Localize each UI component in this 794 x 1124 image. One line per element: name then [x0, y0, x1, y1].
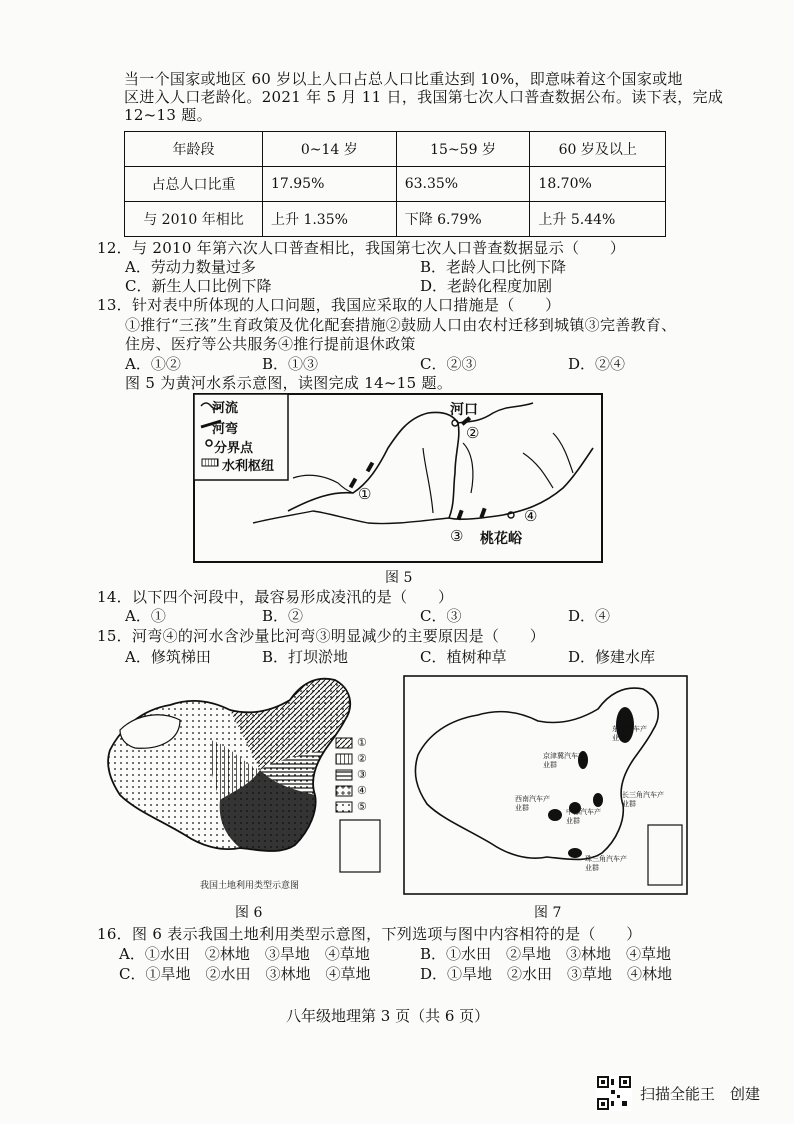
table-row [125, 202, 666, 237]
table-cell: 18.70% [530, 167, 666, 202]
q16-option-c: C．①旱地 ②水田 ③林地 ④草地 [119, 965, 371, 983]
table-cell: 上升 5.44% [530, 202, 666, 237]
table-cell: 与 2010 年相比 [125, 202, 263, 237]
q13-option-a: A．①② [125, 355, 181, 373]
tributary [523, 453, 553, 488]
south-sea-inset [340, 820, 380, 872]
q12-option-a: A．劳动力数量过多 [125, 258, 256, 276]
yellow-river-map [193, 393, 603, 563]
intro-line-3: 12~13 题。 [124, 106, 212, 124]
legend-boundary-label: 分界点 [214, 441, 254, 456]
fig6-legend-5: ⑤ [357, 800, 367, 813]
yangtze-cluster [593, 793, 603, 807]
southwest-label: 西南汽车产业群 [515, 795, 550, 812]
river-mouth-label: 河口 [450, 402, 478, 418]
dam-marker [366, 462, 374, 473]
q16-option-d: D．①旱地 ②水田 ③草地 ④林地 [420, 965, 673, 983]
table-header-row [125, 132, 666, 167]
tributary-wei [253, 511, 449, 524]
q16-stem: 16．图 6 表示我国土地利用类型示意图，下列选项与图中内容相符的是（ ） [97, 925, 642, 943]
q14-option-b: B．② [262, 607, 304, 625]
taohuayu-label: 桃花峪 [480, 531, 522, 547]
fig6-legend-1: ① [357, 736, 367, 749]
legend-dam-label: 水利枢纽 [222, 459, 275, 474]
page-footer: 八年级地理第 3 页（共 6 页） [286, 1007, 490, 1025]
auto-industry-map [403, 675, 688, 895]
segment-4-label: ④ [524, 507, 538, 525]
main-river [288, 412, 593, 519]
tributary [463, 443, 473, 493]
segment-2-label: ② [466, 424, 480, 442]
q16-option-b: B．①水田 ②旱地 ③林地 ④草地 [420, 945, 672, 963]
segment-1-label: ① [358, 485, 372, 503]
q12-option-b: B．老龄人口比例下降 [420, 258, 567, 276]
fig6-legend-swatch [336, 802, 352, 812]
central-label: 中部汽车产业群 [566, 808, 601, 825]
fig7-caption: 图 7 [534, 905, 562, 921]
legend-dam-icon [202, 459, 218, 466]
population-table [124, 131, 666, 237]
scanner-watermark: 扫描全能王 创建 [640, 1085, 761, 1103]
q13-option-d: D．②④ [568, 355, 626, 373]
legend-river-label: 河流 [212, 401, 239, 416]
q12-option-d: D．老龄化程度加剧 [420, 277, 553, 295]
intro-line-2: 区进入人口老龄化。2021 年 5 月 11 日，我国第七次人口普查数据公布。读下表，完成 [124, 88, 724, 106]
fig5-caption: 图 5 [385, 570, 413, 586]
tributary [553, 433, 573, 473]
tributary [423, 448, 433, 513]
northeast-label: 东北汽车产业群 [612, 725, 647, 742]
fig6-legend-swatch [336, 754, 352, 764]
table-row [125, 167, 666, 202]
tributary [293, 475, 353, 493]
table-cell: 上升 1.35% [263, 202, 397, 237]
table-header-cell: 15~59 岁 [396, 132, 530, 167]
q15-option-d: D．修建水库 [568, 648, 656, 666]
q14-option-c: C．③ [420, 607, 462, 625]
fig6-legend-swatch [336, 738, 352, 748]
fig6-legend-2: ② [357, 752, 367, 765]
fig6-legend-4: ④ [357, 784, 367, 797]
q13-body-2: 住房、医疗等公共服务④推行提前退休政策 [125, 335, 416, 353]
q15-option-b: B．打坝淤地 [262, 648, 349, 666]
q16-option-a: A．①水田 ②林地 ③旱地 ④草地 [119, 945, 370, 963]
table-cell: 下降 6.79% [396, 202, 530, 237]
table-header-cell: 0~14 岁 [263, 132, 397, 167]
q13-body-1: ①推行“三孩”生育政策及优化配套措施②鼓励人口由农村迁移到城镇③完善教育、 [125, 316, 677, 334]
south-sea-inset [648, 825, 682, 885]
yangtze-label: 长三角汽车产业群 [622, 791, 664, 808]
fig6-caption: 图 6 [235, 905, 263, 921]
table-cell: 63.35% [396, 167, 530, 202]
q15-option-a: A．修筑梯田 [125, 648, 211, 666]
q13-option-c: C．②③ [420, 355, 477, 373]
fig6-legend-swatch [336, 770, 352, 780]
jingjin-label: 京津冀汽车产业群 [543, 752, 585, 769]
table-header-cell: 年龄段 [125, 132, 263, 167]
q12-option-c: C．新生人口比例下降 [125, 277, 272, 295]
q14-stem: 14．以下四个河段中，最容易形成凌汛的是（ ） [97, 588, 454, 606]
fig5-intro: 图 5 为黄河水系示意图，读图完成 14~15 题。 [125, 374, 453, 392]
dam-marker [349, 478, 357, 489]
fig6-legend-swatch [336, 786, 352, 796]
table-header-cell: 60 岁及以上 [530, 132, 666, 167]
intro-line-1: 当一个国家或地区 60 岁以上人口占总人口比重达到 10%，即意味着这个国家或地 [124, 70, 683, 88]
q12-stem: 12．与 2010 年第六次人口普查相比，我国第七次人口普查数据显示（ ） [97, 239, 626, 257]
segment-3-label: ③ [450, 527, 464, 545]
pearl-cluster [568, 848, 582, 858]
table-cell: 17.95% [263, 167, 397, 202]
legend-bend-label: 河弯 [212, 422, 239, 437]
q15-stem: 15．河弯④的河水含沙量比河弯③明显减少的主要原因是（ ） [97, 627, 546, 645]
q15-option-c: C．植树种草 [420, 648, 507, 666]
fig6-subtitle: 我国土地利用类型示意图 [200, 881, 300, 891]
land-use-map [100, 670, 385, 890]
fig6-legend-3: ③ [357, 768, 367, 781]
q14-option-d: D．④ [568, 607, 611, 625]
pearl-label: 珠三角汽车产业群 [585, 855, 627, 872]
q13-stem: 13．针对表中所体现的人口问题，我国应采取的人口措施是（ ） [97, 296, 561, 314]
q14-option-a: A．① [125, 607, 166, 625]
qr-code-icon [596, 1075, 632, 1111]
q13-option-b: B．①③ [262, 355, 319, 373]
table-cell: 占总人口比重 [125, 167, 263, 202]
